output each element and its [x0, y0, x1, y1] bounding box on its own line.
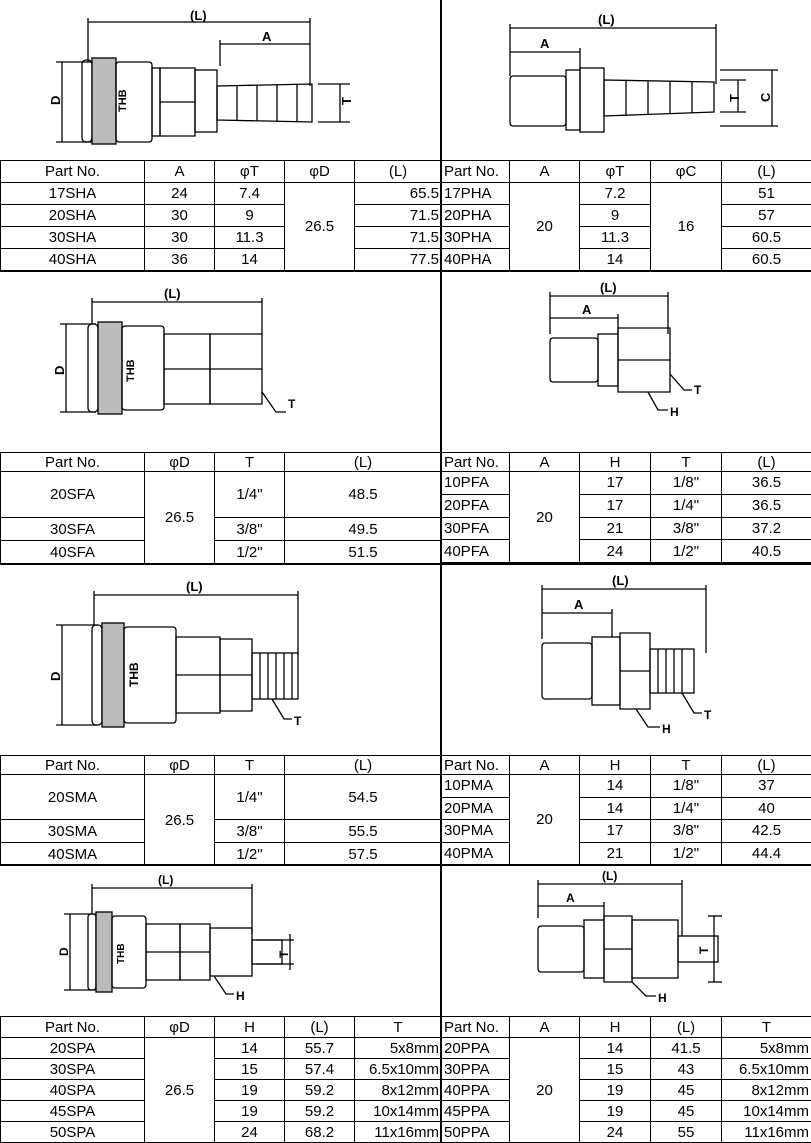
- l-value: 55.5: [285, 820, 442, 843]
- pha-header-a: A: [510, 161, 580, 183]
- a-value: 24: [145, 183, 215, 205]
- ppa-overall-length-label: (L): [602, 869, 618, 883]
- table-row: [442, 842, 811, 865]
- l-value: 36.5: [722, 472, 811, 495]
- pfa-h-label: H: [670, 405, 679, 419]
- t-value: 9: [580, 205, 651, 227]
- t-value: 11.3: [215, 227, 285, 249]
- spa-h-label: H: [236, 989, 245, 1003]
- diagram-pha-plug-hose: [442, 0, 811, 160]
- pha-header-l: (L): [722, 161, 811, 183]
- part-number: 50PPA: [442, 1122, 510, 1143]
- a-value-merged: 20: [510, 472, 580, 563]
- table-row: [1, 1101, 442, 1122]
- h-value: 17: [580, 472, 651, 495]
- pma-header-t: T: [651, 756, 722, 775]
- l-value: 43: [651, 1059, 722, 1080]
- pma-header-partno: Part No.: [442, 756, 510, 775]
- sha-t-label: T: [339, 97, 354, 105]
- table-row: [442, 775, 811, 798]
- spa-header-l: (L): [285, 1017, 355, 1038]
- t-value: 5x8mm: [355, 1038, 442, 1059]
- part-number: 20PHA: [442, 205, 510, 227]
- pma-header-l: (L): [722, 756, 811, 775]
- pfa-drawing: [442, 272, 811, 452]
- pma-overall-length-label: (L): [612, 573, 629, 588]
- part-number: 20PMA: [442, 797, 510, 820]
- pma-spec-table: [441, 755, 811, 865]
- d-value-merged: 26.5: [145, 775, 215, 866]
- table-row: [442, 1101, 811, 1122]
- l-value: 57.4: [285, 1059, 355, 1080]
- table-row: [442, 249, 811, 271]
- table-row: [442, 1122, 811, 1143]
- sha-header-a: A: [145, 161, 215, 183]
- part-number: 45PPA: [442, 1101, 510, 1122]
- l-value: 44.4: [722, 842, 811, 865]
- pma-header-a: A: [510, 756, 580, 775]
- pfa-header-t: T: [651, 453, 722, 472]
- part-number: 30PHA: [442, 227, 510, 249]
- l-value: 51: [722, 183, 811, 205]
- l-value: 71.5: [355, 227, 442, 249]
- h-value: 19: [215, 1080, 285, 1101]
- h-value: 24: [580, 540, 651, 563]
- l-value: 40: [722, 797, 811, 820]
- pha-spec-table: [441, 160, 811, 271]
- l-value: 68.2: [285, 1122, 355, 1143]
- t-value: 1/2": [215, 843, 285, 866]
- h-value: 14: [215, 1038, 285, 1059]
- a-value: 30: [145, 227, 215, 249]
- sma-header-d: φD: [145, 756, 215, 775]
- t-value: 8x12mm: [355, 1080, 442, 1101]
- pma-a-label: A: [574, 597, 584, 612]
- h-value: 17: [580, 820, 651, 843]
- table-row: [1, 472, 442, 518]
- a-value: 30: [145, 205, 215, 227]
- a-value: 36: [145, 249, 215, 271]
- ppa-t-label: T: [697, 946, 711, 954]
- sma-overall-length-label: (L): [186, 579, 203, 594]
- l-value: 40.5: [722, 540, 811, 563]
- table-row: [442, 517, 811, 540]
- part-number: 50SPA: [1, 1122, 145, 1143]
- l-value: 45: [651, 1101, 722, 1122]
- sha-header-t: φT: [215, 161, 285, 183]
- t-value: 1/8": [651, 775, 722, 798]
- section-divider: [0, 563, 811, 565]
- spa-t-label: T: [277, 950, 291, 958]
- t-value: 10x14mm: [355, 1101, 442, 1122]
- d-value-merged: 26.5: [145, 1038, 215, 1143]
- part-number: 30SPA: [1, 1059, 145, 1080]
- pha-header-c: φC: [651, 161, 722, 183]
- diagram-sma-socket-male: [0, 565, 440, 755]
- sha-header-d: φD: [285, 161, 355, 183]
- sha-brand-label: THB: [117, 89, 129, 112]
- a-value-merged: 20: [510, 1038, 580, 1143]
- table-row: [1, 820, 442, 843]
- ppa-header-partno: Part No.: [442, 1017, 510, 1038]
- table-row: [1, 1038, 442, 1059]
- t-value: 3/8": [651, 820, 722, 843]
- spa-overall-length-label: (L): [158, 873, 174, 887]
- part-number: 17PHA: [442, 183, 510, 205]
- l-value: 65.5: [355, 183, 442, 205]
- sfa-header-partno: Part No.: [1, 453, 145, 472]
- l-value: 37: [722, 775, 811, 798]
- table-row: [442, 472, 811, 495]
- l-value: 45: [651, 1080, 722, 1101]
- t-value: 8x12mm: [722, 1080, 811, 1101]
- table-row: [1, 843, 442, 866]
- l-value: 59.2: [285, 1080, 355, 1101]
- diagram-ppa-plug-tube: [442, 866, 811, 1016]
- part-number: 30SHA: [1, 227, 145, 249]
- a-value-merged: 20: [510, 183, 580, 271]
- l-value: 57: [722, 205, 811, 227]
- table-row: [1, 541, 442, 564]
- spa-drawing: [0, 866, 440, 1016]
- l-value: 51.5: [285, 541, 442, 564]
- part-number: 30SMA: [1, 820, 145, 843]
- ppa-header-a: A: [510, 1017, 580, 1038]
- h-value: 21: [580, 842, 651, 865]
- t-value: 14: [215, 249, 285, 271]
- diagram-pfa-plug-female: [442, 272, 811, 452]
- c-value-merged: 16: [651, 183, 722, 271]
- diagram-sha-socket-hose: [0, 0, 440, 160]
- pfa-a-label: A: [582, 302, 592, 317]
- t-value: 1/2": [215, 541, 285, 564]
- table-row: [1, 775, 442, 820]
- h-value: 19: [215, 1101, 285, 1122]
- sha-header-l: (L): [355, 161, 442, 183]
- pha-t-label: T: [727, 94, 742, 102]
- spa-header-t: T: [355, 1017, 442, 1038]
- t-value: 9: [215, 205, 285, 227]
- t-value: 3/8": [215, 820, 285, 843]
- sma-brand-label: THB: [127, 662, 141, 687]
- t-value: 1/2": [651, 540, 722, 563]
- table-row: [442, 205, 811, 227]
- t-value: 1/4": [215, 472, 285, 518]
- part-number: 40PMA: [442, 842, 510, 865]
- sfa-brand-label: THB: [125, 359, 137, 382]
- part-number: 30SFA: [1, 518, 145, 541]
- table-row: [1, 1080, 442, 1101]
- t-value: 1/2": [651, 842, 722, 865]
- part-number: 30PMA: [442, 820, 510, 843]
- l-value: 55: [651, 1122, 722, 1143]
- table-row: [1, 1122, 442, 1143]
- part-number: 20SHA: [1, 205, 145, 227]
- table-row: [442, 797, 811, 820]
- pfa-header-h: H: [580, 453, 651, 472]
- pma-t-label: T: [704, 708, 712, 722]
- h-value: 15: [580, 1059, 651, 1080]
- part-number: 17SHA: [1, 183, 145, 205]
- table-row: [442, 540, 811, 563]
- t-value: 1/4": [215, 775, 285, 820]
- h-value: 24: [580, 1122, 651, 1143]
- pha-header-t: φT: [580, 161, 651, 183]
- ppa-spec-table: [441, 1016, 811, 1143]
- spa-header-partno: Part No.: [1, 1017, 145, 1038]
- pfa-overall-length-label: (L): [600, 280, 617, 295]
- l-value: 60.5: [722, 249, 811, 271]
- part-number: 20SPA: [1, 1038, 145, 1059]
- table-row: [442, 820, 811, 843]
- l-value: 54.5: [285, 775, 442, 820]
- diagram-pma-plug-male: [442, 565, 811, 755]
- h-value: 14: [580, 797, 651, 820]
- sfa-header-d: φD: [145, 453, 215, 472]
- table-row: [442, 494, 811, 517]
- h-value: 21: [580, 517, 651, 540]
- sfa-drawing: [0, 272, 440, 452]
- h-value: 24: [215, 1122, 285, 1143]
- part-number: 10PMA: [442, 775, 510, 798]
- part-number: 45SPA: [1, 1101, 145, 1122]
- l-value: 48.5: [285, 472, 442, 518]
- sha-drawing: [0, 0, 440, 160]
- table-row: [442, 1059, 811, 1080]
- table-row: [1, 1059, 442, 1080]
- ppa-header-t: T: [722, 1017, 811, 1038]
- pfa-header-l: (L): [722, 453, 811, 472]
- sma-d-label: D: [48, 671, 63, 681]
- sfa-header-t: T: [215, 453, 285, 472]
- pfa-header-a: A: [510, 453, 580, 472]
- part-number: 40SMA: [1, 843, 145, 866]
- t-value: 11x16mm: [722, 1122, 811, 1143]
- spa-d-label: D: [57, 947, 71, 956]
- sma-header-l: (L): [285, 756, 442, 775]
- sfa-spec-table: [0, 452, 442, 564]
- t-value: 10x14mm: [722, 1101, 811, 1122]
- l-value: 55.7: [285, 1038, 355, 1059]
- sma-header-partno: Part No.: [1, 756, 145, 775]
- t-value: 14: [580, 249, 651, 271]
- part-number: 40PFA: [442, 540, 510, 563]
- table-row: [442, 183, 811, 205]
- h-value: 17: [580, 494, 651, 517]
- pfa-t-label: T: [694, 383, 702, 397]
- pha-overall-length-label: (L): [598, 12, 615, 27]
- l-value: 49.5: [285, 518, 442, 541]
- table-row: [442, 1038, 811, 1059]
- sma-spec-table: [0, 755, 442, 866]
- t-value: 3/8": [651, 517, 722, 540]
- ppa-h-label: H: [658, 991, 667, 1005]
- table-row: [1, 227, 442, 249]
- part-number: 20PPA: [442, 1038, 510, 1059]
- pfa-spec-table: [441, 452, 811, 563]
- sfa-t-label: T: [288, 397, 296, 411]
- t-value: 5x8mm: [722, 1038, 811, 1059]
- pha-header-partno: Part No.: [442, 161, 510, 183]
- ppa-header-h: H: [580, 1017, 651, 1038]
- pha-c-label: C: [758, 92, 773, 102]
- part-number: 40PHA: [442, 249, 510, 271]
- l-value: 59.2: [285, 1101, 355, 1122]
- ppa-drawing: [442, 866, 811, 1016]
- part-number: 30PFA: [442, 517, 510, 540]
- t-value: 7.2: [580, 183, 651, 205]
- t-value: 1/8": [651, 472, 722, 495]
- l-value: 60.5: [722, 227, 811, 249]
- center-divider: [440, 0, 442, 1143]
- ppa-header-l: (L): [651, 1017, 722, 1038]
- l-value: 77.5: [355, 249, 442, 271]
- sfa-d-label: D: [52, 365, 67, 375]
- h-value: 14: [580, 775, 651, 798]
- l-value: 41.5: [651, 1038, 722, 1059]
- part-number: 20SFA: [1, 472, 145, 518]
- sfa-header-l: (L): [285, 453, 442, 472]
- table-row: [1, 183, 442, 205]
- pma-header-h: H: [580, 756, 651, 775]
- sha-overall-length-label: (L): [190, 8, 207, 23]
- t-value: 1/4": [651, 797, 722, 820]
- section-divider: [0, 864, 811, 866]
- sma-header-t: T: [215, 756, 285, 775]
- part-number: 40SPA: [1, 1080, 145, 1101]
- pma-drawing: [442, 565, 811, 755]
- pha-drawing: [442, 0, 811, 160]
- sfa-overall-length-label: (L): [164, 286, 181, 301]
- diagram-spa-socket-tube: [0, 866, 440, 1016]
- table-row: [1, 205, 442, 227]
- pfa-header-partno: Part No.: [442, 453, 510, 472]
- l-value: 57.5: [285, 843, 442, 866]
- sha-a-label: A: [262, 29, 272, 44]
- t-value: 1/4": [651, 494, 722, 517]
- d-value-merged: 26.5: [145, 472, 215, 564]
- l-value: 71.5: [355, 205, 442, 227]
- sha-spec-table: [0, 160, 442, 271]
- sha-d-label: D: [48, 95, 63, 105]
- h-value: 15: [215, 1059, 285, 1080]
- part-number: 20SMA: [1, 775, 145, 820]
- spa-brand-label: THB: [116, 943, 127, 964]
- table-row: [442, 1080, 811, 1101]
- t-value: 6.5x10mm: [355, 1059, 442, 1080]
- t-value: 6.5x10mm: [722, 1059, 811, 1080]
- part-number: 40SFA: [1, 541, 145, 564]
- table-row: [1, 518, 442, 541]
- diagram-sfa-socket-female: [0, 272, 440, 452]
- h-value: 19: [580, 1080, 651, 1101]
- spa-header-h: H: [215, 1017, 285, 1038]
- t-value: 11x16mm: [355, 1122, 442, 1143]
- section-divider: [0, 270, 811, 272]
- part-number: 30PPA: [442, 1059, 510, 1080]
- l-value: 37.2: [722, 517, 811, 540]
- t-value: 7.4: [215, 183, 285, 205]
- part-number: 40SHA: [1, 249, 145, 271]
- pma-h-label: H: [662, 722, 671, 736]
- table-row: [1, 249, 442, 271]
- part-number: 40PPA: [442, 1080, 510, 1101]
- l-value: 42.5: [722, 820, 811, 843]
- d-value-merged: 26.5: [285, 183, 355, 271]
- h-value: 14: [580, 1038, 651, 1059]
- l-value: 36.5: [722, 494, 811, 517]
- spa-spec-table: [0, 1016, 442, 1143]
- table-row: [442, 227, 811, 249]
- pha-a-label: A: [540, 36, 550, 51]
- h-value: 19: [580, 1101, 651, 1122]
- spa-header-d: φD: [145, 1017, 215, 1038]
- sma-drawing: [0, 565, 440, 755]
- ppa-a-label: A: [566, 891, 575, 905]
- sma-t-label: T: [294, 714, 302, 728]
- t-value: 3/8": [215, 518, 285, 541]
- part-number: 10PFA: [442, 472, 510, 495]
- t-value: 11.3: [580, 227, 651, 249]
- sha-header-partno: Part No.: [1, 161, 145, 183]
- part-number: 20PFA: [442, 494, 510, 517]
- a-value-merged: 20: [510, 775, 580, 865]
